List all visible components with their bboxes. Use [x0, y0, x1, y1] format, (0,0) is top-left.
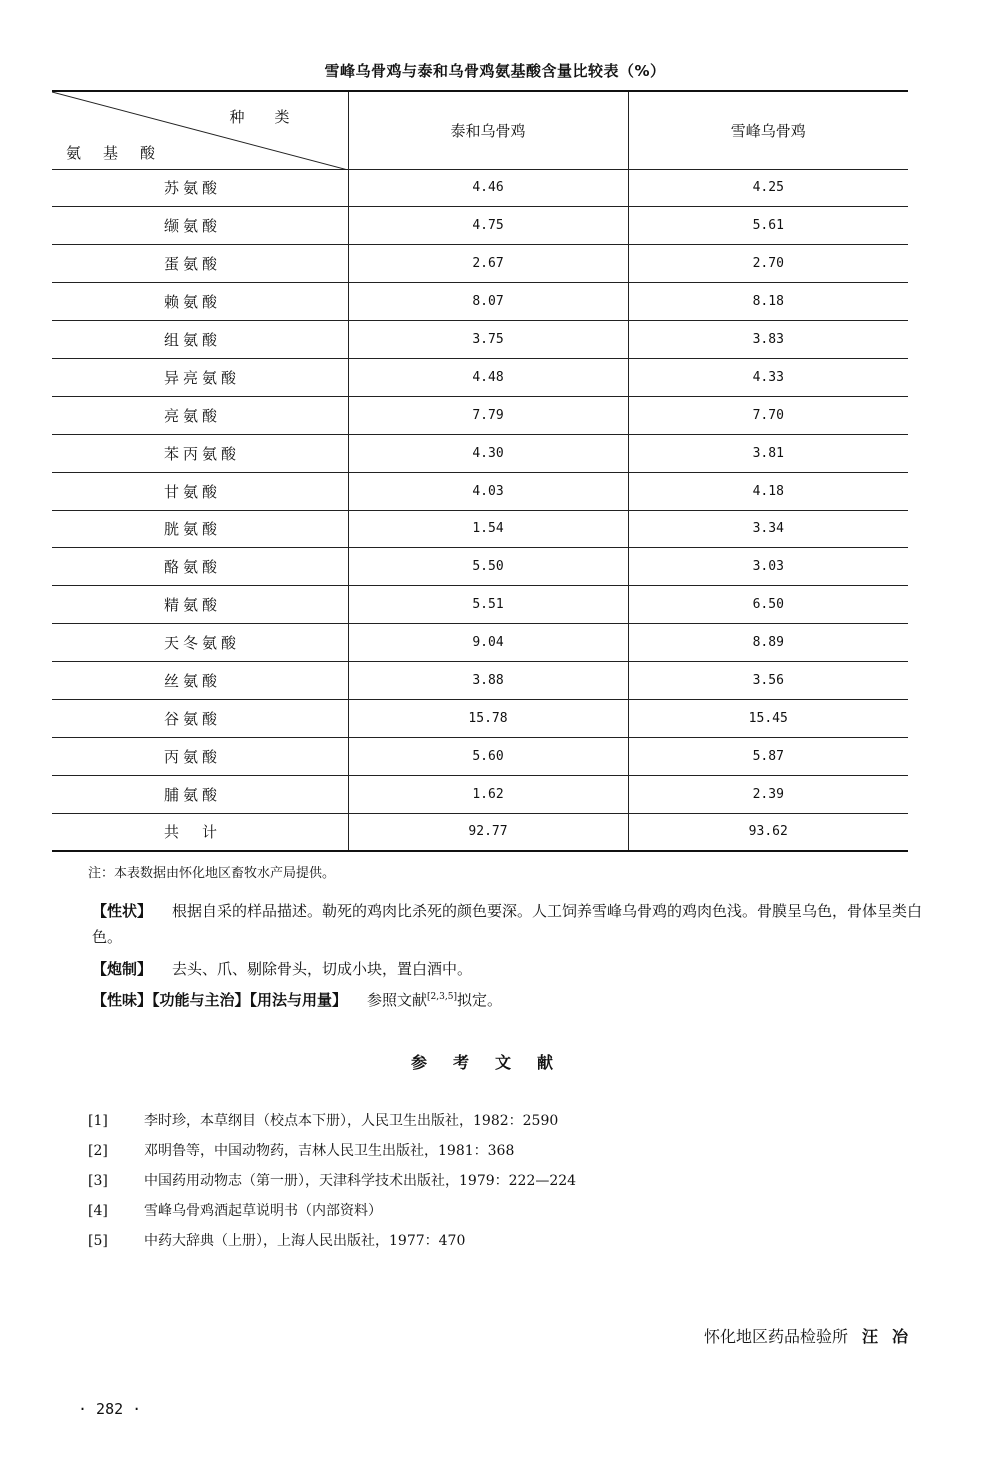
xuefeng-value: 2.39 — [628, 775, 908, 813]
reference-item — [88, 1106, 576, 1136]
table-row — [52, 283, 908, 321]
table-note: 注：本表数据由怀化地区畜牧水产局提供。 — [88, 866, 336, 881]
taihe-value: 1.62 — [348, 775, 628, 813]
amino-acid-name: 缬氨酸 — [52, 207, 348, 245]
amino-acid-name: 苯丙氨酸 — [52, 434, 348, 472]
xuefeng-value: 3.81 — [628, 434, 908, 472]
traits-heading: 【性状】 — [92, 902, 153, 920]
taihe-value: 3.88 — [348, 662, 628, 700]
taihe-value: 5.50 — [348, 548, 628, 586]
processing-paragraph — [92, 956, 926, 982]
processing-text: 去头、爪、剔除骨头，切成小块，置白酒中。 — [172, 960, 473, 978]
amino-acid-table — [52, 90, 908, 852]
xuefeng-value: 6.50 — [628, 586, 908, 624]
table-row — [52, 624, 908, 662]
table-row — [52, 813, 908, 851]
reference-text: 中药大辞典（上册），上海人民出版社，1977：470 — [144, 1233, 466, 1249]
taihe-value: 2.67 — [348, 245, 628, 283]
amino-acid-name: 甘氨酸 — [52, 472, 348, 510]
xuefeng-value: 4.25 — [628, 169, 908, 207]
amino-acid-name: 天冬氨酸 — [52, 624, 348, 662]
reference-text: 李时珍，本草纲目（校点本下册），人民卫生出版社，1982：2590 — [144, 1113, 559, 1129]
table-row — [52, 510, 908, 548]
taihe-value: 15.78 — [348, 699, 628, 737]
xuefeng-value: 15.45 — [628, 699, 908, 737]
xuefeng-value: 4.33 — [628, 358, 908, 396]
amino-acid-name: 精氨酸 — [52, 586, 348, 624]
table-row — [52, 207, 908, 245]
reference-item — [88, 1196, 576, 1226]
author-institution: 怀化地区药品检验所 — [703, 1327, 848, 1346]
references-title: 参考文献 — [410, 1053, 579, 1072]
author-line — [704, 1324, 922, 1347]
amino-acid-name: 谷氨酸 — [52, 699, 348, 737]
xuefeng-value: 4.18 — [628, 472, 908, 510]
taste-text-before: 参照文献 — [367, 991, 428, 1009]
reference-item — [88, 1166, 576, 1196]
reference-number: [3] — [88, 1173, 108, 1189]
taihe-value: 7.79 — [348, 396, 628, 434]
table-row — [52, 586, 908, 624]
corner-label-kind: 种类 — [229, 108, 320, 126]
processing-heading: 【炮制】 — [92, 960, 153, 978]
reference-text: 雪峰乌骨鸡酒起草说明书（内部资料） — [144, 1203, 382, 1219]
reference-number: [2] — [88, 1143, 108, 1159]
amino-acid-name: 苏氨酸 — [52, 169, 348, 207]
column-header-xuefeng: 雪峰乌骨鸡 — [628, 91, 908, 169]
table-row — [52, 737, 908, 775]
column-header-taihe: 泰和乌骨鸡 — [348, 91, 628, 169]
reference-number: [1] — [88, 1113, 108, 1129]
table-row — [52, 396, 908, 434]
taste-text-after: 拟定。 — [456, 991, 502, 1009]
taihe-value: 4.03 — [348, 472, 628, 510]
amino-acid-name: 丙氨酸 — [52, 737, 348, 775]
table-row — [52, 662, 908, 700]
amino-acid-name: 酪氨酸 — [52, 548, 348, 586]
reference-item — [88, 1136, 576, 1166]
reference-list — [88, 1106, 576, 1256]
amino-acid-name: 亮氨酸 — [52, 396, 348, 434]
table-row — [52, 548, 908, 586]
author-name: 汪冶 — [861, 1327, 922, 1346]
taihe-value: 4.30 — [348, 434, 628, 472]
taihe-value: 5.51 — [348, 586, 628, 624]
xuefeng-value: 2.70 — [628, 245, 908, 283]
taihe-value: 92.77 — [348, 813, 628, 851]
taihe-value: 3.75 — [348, 321, 628, 359]
amino-acid-name: 胱氨酸 — [52, 510, 348, 548]
xuefeng-value: 8.89 — [628, 624, 908, 662]
taste-citation: [2,3,5] — [427, 992, 457, 1002]
table-row — [52, 472, 908, 510]
amino-acid-name: 共 计 — [52, 813, 348, 851]
taihe-value: 9.04 — [348, 624, 628, 662]
taihe-value: 4.75 — [348, 207, 628, 245]
xuefeng-value: 3.34 — [628, 510, 908, 548]
page-number: · 282 · — [78, 1400, 142, 1418]
table-header-row — [52, 91, 908, 169]
xuefeng-value: 3.83 — [628, 321, 908, 359]
amino-acid-name: 蛋氨酸 — [52, 245, 348, 283]
taste-heading: 【性味】【功能与主治】【用法与用量】 — [92, 991, 348, 1009]
traits-paragraph — [92, 898, 926, 950]
xuefeng-value: 7.70 — [628, 396, 908, 434]
amino-acid-name: 脯氨酸 — [52, 775, 348, 813]
amino-acid-name: 赖氨酸 — [52, 283, 348, 321]
table-body — [52, 169, 908, 851]
taihe-value: 1.54 — [348, 510, 628, 548]
table-title: 雪峰乌骨鸡与泰和乌骨鸡氨基酸含量比较表（%） — [324, 62, 666, 80]
amino-acid-name: 丝氨酸 — [52, 662, 348, 700]
reference-number: [5] — [88, 1233, 108, 1249]
taihe-value: 4.46 — [348, 169, 628, 207]
xuefeng-value: 93.62 — [628, 813, 908, 851]
table-row — [52, 434, 908, 472]
table-row — [52, 245, 908, 283]
traits-text: 根据自采的样品描述。勒死的鸡肉比杀死的颜色要深。人工饲养雪峰乌骨鸡的鸡肉色浅。骨膜呈乌色，骨体呈类白色。 — [92, 902, 923, 946]
corner-header-cell — [52, 91, 348, 169]
table-row — [52, 699, 908, 737]
taste-paragraph — [92, 984, 926, 1013]
corner-label-amino-acid: 氨基酸 — [66, 144, 178, 162]
amino-acid-name: 组氨酸 — [52, 321, 348, 359]
table-row — [52, 775, 908, 813]
xuefeng-value: 3.56 — [628, 662, 908, 700]
xuefeng-value: 5.87 — [628, 737, 908, 775]
taihe-value: 8.07 — [348, 283, 628, 321]
xuefeng-value: 3.03 — [628, 548, 908, 586]
taihe-value: 5.60 — [348, 737, 628, 775]
xuefeng-value: 5.61 — [628, 207, 908, 245]
amino-acid-name: 异亮氨酸 — [52, 358, 348, 396]
reference-text: 中国药用动物志（第一册），天津科学技术出版社，1979：222—224 — [144, 1173, 577, 1189]
reference-number: [4] — [88, 1203, 108, 1219]
reference-text: 邓明鲁等，中国动物药，吉林人民卫生出版社，1981：368 — [144, 1143, 515, 1159]
taihe-value: 4.48 — [348, 358, 628, 396]
xuefeng-value: 8.18 — [628, 283, 908, 321]
table-row — [52, 321, 908, 359]
table-row — [52, 358, 908, 396]
table-row — [52, 169, 908, 207]
reference-item — [88, 1226, 576, 1256]
